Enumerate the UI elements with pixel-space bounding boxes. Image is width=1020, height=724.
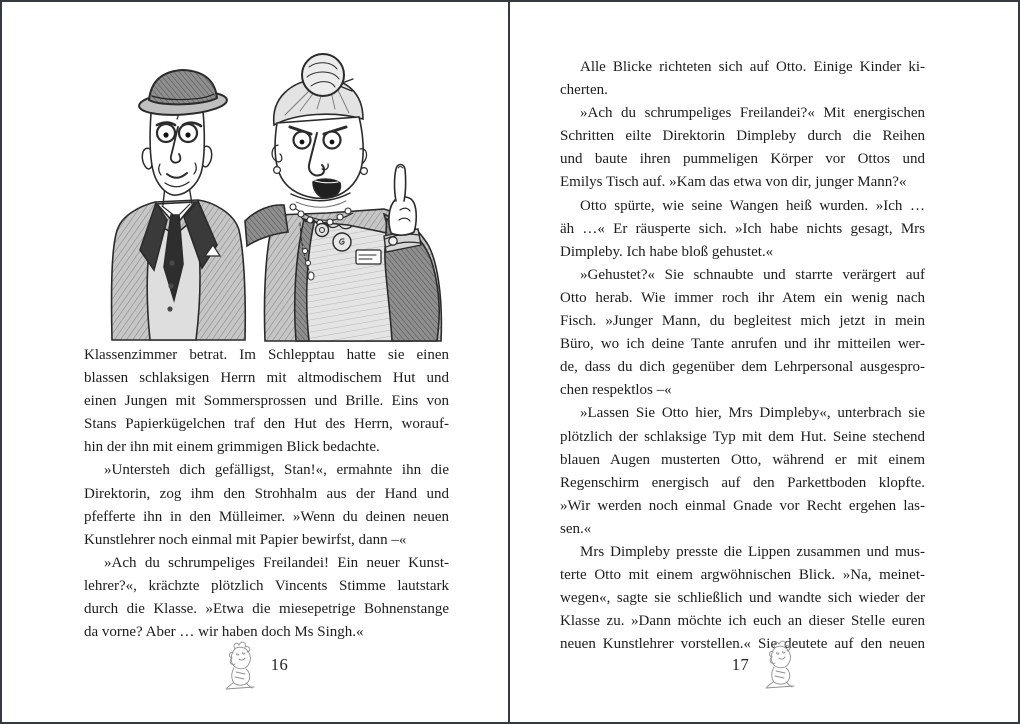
text-line: cherten. (560, 82, 608, 99)
page-text-left (84, 344, 449, 644)
page-number-right: 17 (731, 655, 750, 674)
text-line: sen.« (560, 520, 592, 537)
page-footer-left (0, 636, 509, 694)
text-line: da vorne? Aber … wir haben doch Ms Singh.« (84, 624, 364, 641)
paragraph (84, 344, 449, 459)
text-line: »Lassen Sie Otto hier, Mrs Dimpleby«, unterbrach sie (580, 405, 925, 422)
text-line: neuen Kunstlehrer vorstellen.« Sie deutete auf den neuen (560, 636, 925, 653)
text-line: Regenschirm energisch auf den Parkettboden klopfte. (560, 474, 925, 491)
paragraph (84, 552, 449, 644)
text-line: Büro, wo ich deine Tante anrufen und ihr mitteilen wer- (560, 336, 925, 353)
paragraph (560, 402, 925, 541)
text-line: lehrer?«, krächzte plötzlich Vincents Stimme lautstark (84, 577, 449, 594)
text-line: »Ach du schrumpeliges Freilandei! Ein neuer Kunst- (104, 554, 449, 571)
text-line: Kunstlehrer noch einmal mit Papier bewirfst, dann –« (84, 531, 407, 548)
text-line: de, dass du dich gegenüber dem Lehrpersonal ausgespro- (560, 359, 925, 376)
text-line: blassen schlaksigen Herrn mit altmodischem Hut und (84, 370, 449, 387)
text-line: Mrs Dimpleby presste die Lippen zusammen und mus- (580, 543, 925, 560)
page-number-left: 16 (270, 655, 289, 674)
sketch-creature-doodle-icon (759, 639, 799, 691)
text-line: »Ach du schrumpeliges Freilandei?« Mit energischen (580, 105, 925, 122)
page-left (0, 0, 509, 724)
text-line: Otto spürte, wie seine Wangen heiß wurden. »Ich … (580, 197, 925, 214)
page-gutter-divider (508, 0, 510, 724)
text-line: Fisch. »Junger Mann, du begleitest mich jetzt in mein (560, 313, 925, 330)
page-footer-right (511, 636, 1020, 694)
page-text-right (560, 56, 925, 656)
text-line: Stans Papierkügelchen traf den Hut des Herrn, worauf- (84, 416, 449, 433)
text-line: »Untersteh dich gefälligst, Stan!«, ermahnte ihn die (104, 462, 449, 479)
text-line: Direktorin, zog ihm den Strohhalm aus der Hand und (84, 485, 449, 502)
text-line: Alle Blicke richteten sich auf Otto. Einige Kinder ki- (580, 59, 925, 75)
text-line: plötzlich der schlaksige Typ mit dem Hut. Seine stechend (560, 428, 925, 445)
paragraph (560, 264, 925, 403)
text-line: und baute ihren pummeligen Körper vor Ottos und (560, 151, 925, 168)
text-line: »Gehustet?« Sie schnaubte und starrte verärgert auf (580, 266, 925, 283)
text-line: hin der ihn mit einem grimmigen Blick bedachte. (84, 439, 380, 456)
paragraph (84, 459, 449, 551)
text-line: Klassenzimmer betrat. Im Schlepptau hatte sie einen (84, 347, 449, 363)
paragraph (560, 56, 925, 102)
text-line: pfefferte ihn in den Mülleimer. »Wenn du deinen neuen (84, 508, 449, 525)
sketch-creature-doodle-icon (221, 639, 261, 691)
text-line: Emilys Tisch auf. »Kam das etwa von dir, junger Mann?« (560, 174, 907, 191)
text-line: Dimpleby. Ich habe bloß gehustet.« (560, 243, 774, 260)
text-line: terte Otto mit einem argwöhnischen Blick. »Na, meinet- (560, 567, 925, 584)
paragraph (560, 195, 925, 264)
page-right (511, 0, 1020, 724)
text-line: durch die Klasse. »Etwa die miesepetrige Bohnenstange (84, 601, 449, 618)
paragraph (560, 102, 925, 194)
text-line: »Wir werden noch einmal Gnade vor Recht ergehen las- (560, 497, 925, 514)
text-line: Klasse zu. »Dann möchte ich euch an dieser Stelle euren (560, 613, 925, 630)
text-line: einen Jungen mit Sommersprossen und Brille. Eins von (84, 393, 449, 410)
text-line: wegen«, sagte sie schließlich und wandte sich wieder der (560, 590, 925, 607)
text-line: Otto herab. Wie immer roch ihr Atem ein wenig nach (560, 289, 925, 306)
illustration-man-with-bowler-hat-and-woman-with-bun (95, 53, 455, 343)
text-line: blauen Augen musterten Otto, während er mit einem (560, 451, 925, 468)
text-line: äh …« Er räusperte sich. »Ich habe nichts gesagt, Mrs (560, 220, 925, 237)
text-line: Schritten eilte Direktorin Dimpleby durch die Reihen (560, 128, 925, 145)
text-line: chen respektlos –« (560, 382, 672, 399)
